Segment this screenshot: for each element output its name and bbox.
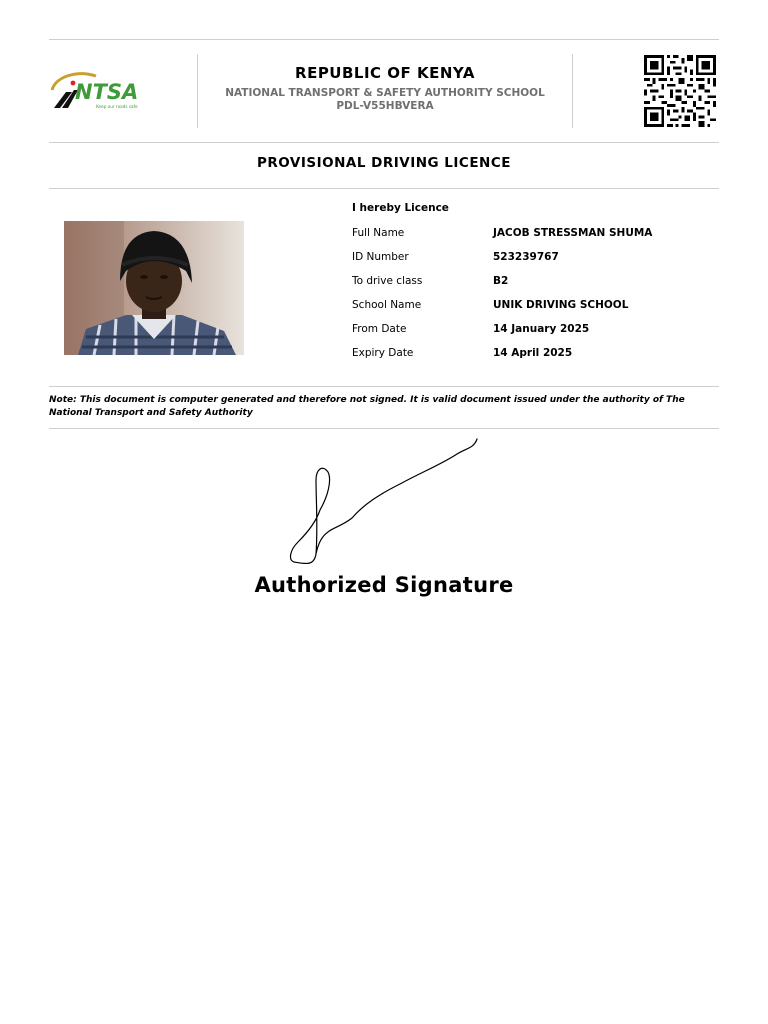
holder-photo — [64, 221, 244, 355]
header-divider-right — [572, 54, 573, 128]
field-value: 523239767 — [493, 251, 559, 263]
svg-text:Keep our roads safe: Keep our roads safe — [96, 104, 138, 109]
field-value: 14 January 2025 — [493, 323, 590, 335]
field-label: Full Name — [352, 227, 405, 239]
field-value: 14 April 2025 — [493, 347, 573, 359]
header-bottom-rule — [49, 142, 719, 143]
header-subtitle: NATIONAL TRANSPORT & SAFETY AUTHORITY SCHOOL — [225, 87, 545, 99]
details-bottom-rule — [49, 386, 719, 387]
field-label: School Name — [352, 299, 422, 311]
field-label: ID Number — [352, 251, 409, 263]
signature-label: Authorized Signature — [254, 573, 514, 597]
field-label: To drive class — [352, 275, 423, 287]
title-bottom-rule — [49, 188, 719, 189]
note-bottom-rule — [49, 428, 719, 429]
field-label: From Date — [352, 323, 407, 335]
document-title: PROVISIONAL DRIVING LICENCE — [256, 155, 511, 171]
ntsa-logo — [48, 68, 148, 112]
handwritten-signature — [282, 436, 482, 568]
disclaimer-note: Note: This document is computer generated and therefore not signed. It is valid document issued under the authority of The National Transport and Safety Authority — [49, 395, 685, 418]
field-label: Expiry Date — [352, 347, 414, 359]
field-value: UNIK DRIVING SCHOOL — [493, 299, 629, 311]
header-divider-left — [197, 54, 198, 128]
header-block — [199, 62, 571, 113]
field-value: JACOB STRESSMAN SHUMA — [493, 227, 653, 239]
field-value: B2 — [493, 275, 509, 287]
svg-text:NTSA: NTSA — [75, 80, 139, 104]
header-title: REPUBLIC OF KENYA — [295, 64, 475, 82]
licence-intro: I hereby Licence — [352, 202, 449, 214]
top-rule — [49, 39, 719, 40]
licence-reference: PDL-V55HBVERA — [336, 100, 434, 112]
qr-code — [642, 55, 718, 127]
